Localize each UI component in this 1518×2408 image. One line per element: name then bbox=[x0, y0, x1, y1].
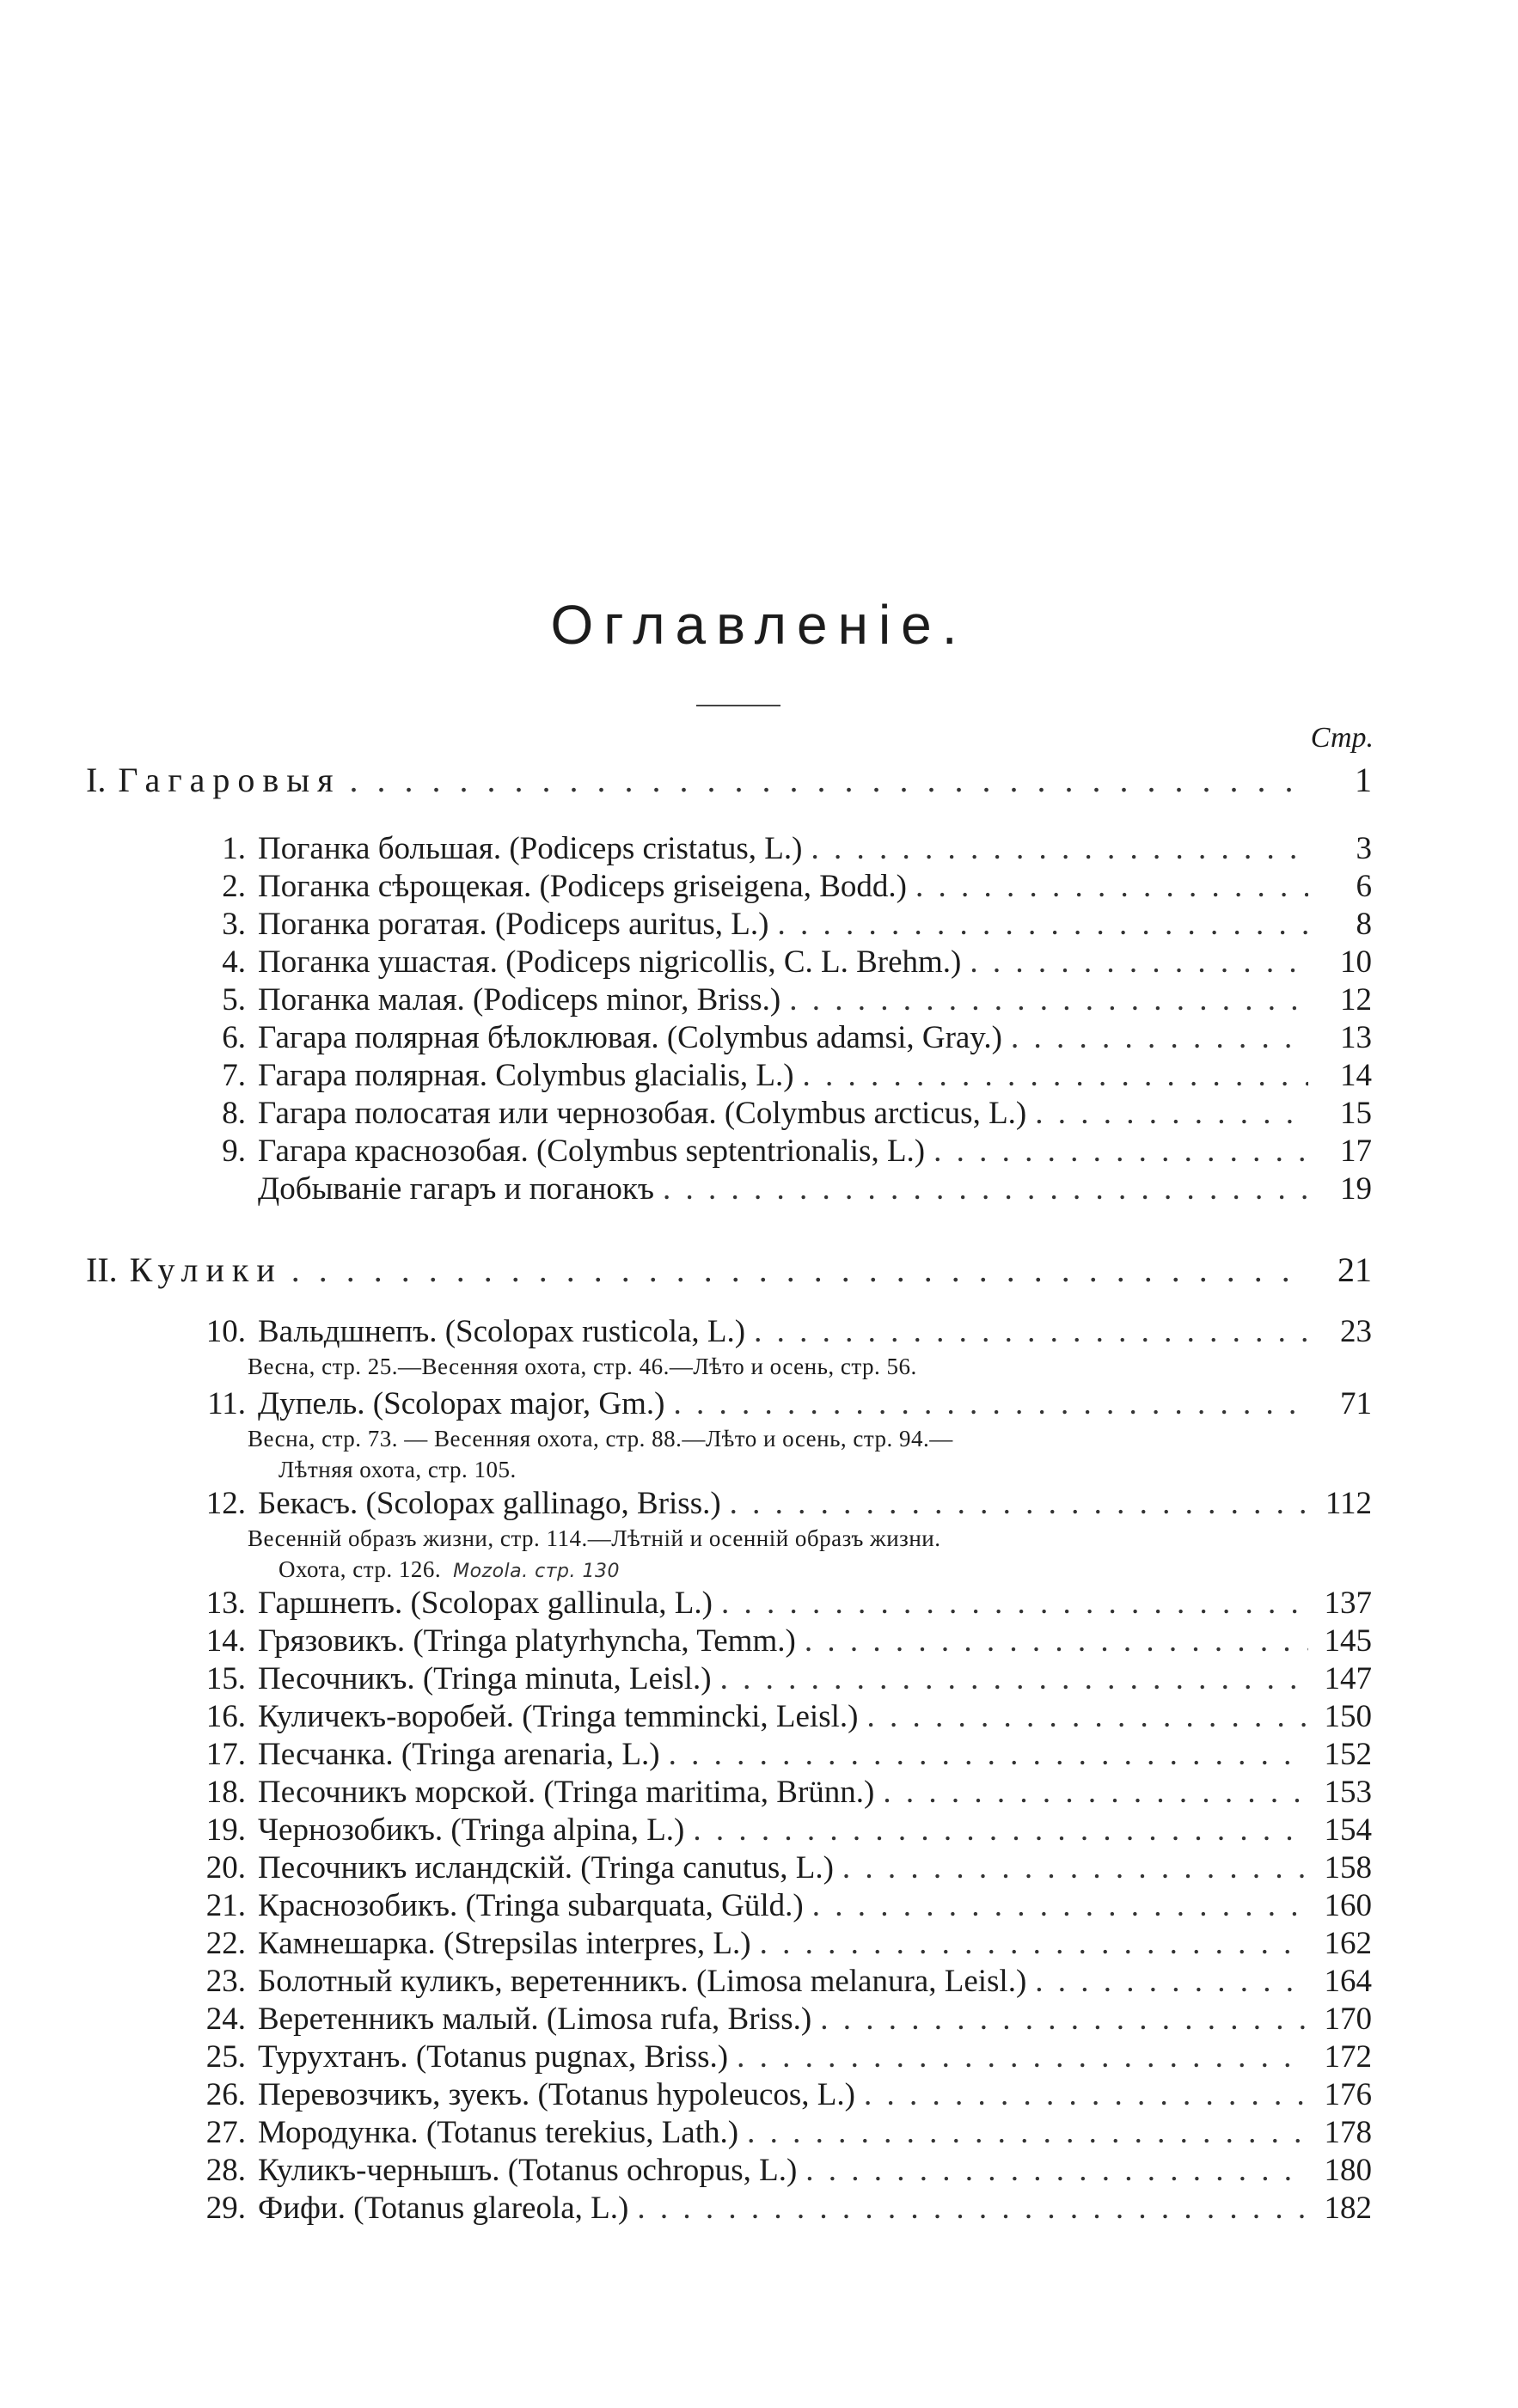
dot-leader bbox=[864, 2076, 1308, 2114]
entry-page: 137 bbox=[1324, 1586, 1372, 1621]
entry-number: 20. bbox=[205, 1850, 246, 1885]
toc-entry bbox=[160, 1660, 1372, 1698]
section-page: 21 bbox=[1337, 1250, 1372, 1289]
entry-text: Гагара полосатая или чернозобая. (Colymbus arcticus, L.) bbox=[258, 1096, 1027, 1131]
entry-number: 15. bbox=[205, 1661, 246, 1696]
entry-number: 5. bbox=[222, 982, 246, 1018]
dot-leader bbox=[805, 2152, 1308, 2190]
dot-leader bbox=[803, 1057, 1308, 1095]
entry-text: Мородунка. (Totanus terekius, Lath.) bbox=[258, 2115, 739, 2150]
entry-text: Куличекъ-воробей. (Tringa temmincki, Leisl.) bbox=[258, 1699, 859, 1734]
entry-page: 182 bbox=[1324, 2191, 1372, 2226]
entry-page: 154 bbox=[1324, 1812, 1372, 1848]
entry-page: 15 bbox=[1340, 1096, 1372, 1131]
entry-text: Турухтанъ. (Totanus pugnax, Briss.) bbox=[258, 2039, 729, 2075]
toc-entry bbox=[160, 1812, 1372, 1849]
dot-leader bbox=[883, 1774, 1308, 1812]
dot-leader bbox=[805, 1623, 1308, 1660]
toc-entry bbox=[160, 2076, 1372, 2114]
dot-leader bbox=[737, 2038, 1308, 2076]
entry-page: 172 bbox=[1324, 2039, 1372, 2075]
subentry-text: Охота, стр. 126. bbox=[279, 1556, 442, 1582]
entry-number: 26. bbox=[205, 2077, 246, 2112]
dot-leader bbox=[663, 1170, 1308, 1208]
dot-leader bbox=[812, 1887, 1308, 1925]
toc-entry bbox=[160, 1385, 1372, 1423]
dot-leader bbox=[669, 1736, 1308, 1774]
entry-number: 14. bbox=[205, 1623, 246, 1659]
entry-number: 2. bbox=[222, 869, 246, 904]
entry-number: 11. bbox=[207, 1386, 246, 1421]
entry-page: 10 bbox=[1340, 944, 1372, 980]
entry-number: 3. bbox=[222, 907, 246, 942]
section-number: II. bbox=[86, 1250, 118, 1289]
entry-text: Гагара полярная. Colymbus glacialis, L.) bbox=[258, 1058, 794, 1093]
entry-number: 8. bbox=[222, 1096, 246, 1131]
entry-page: 17 bbox=[1340, 1134, 1372, 1169]
entry-number: 23. bbox=[205, 1964, 246, 1999]
dot-leader bbox=[720, 1660, 1308, 1698]
toc-entry bbox=[160, 1019, 1372, 1057]
toc-subentry: Весеннiй образъ жизни, стр. 114.—Лѣтнiй и осеннiй образъ жизни. bbox=[248, 1525, 941, 1551]
entry-page: 8 bbox=[1356, 907, 1372, 942]
dot-leader bbox=[291, 1250, 1308, 1291]
entry-text: Краснозобикъ. (Tringa subarquata, Güld.) bbox=[258, 1888, 804, 1923]
dot-leader bbox=[637, 2190, 1308, 2228]
dot-leader bbox=[1035, 1963, 1308, 2001]
entry-number: 12. bbox=[205, 1486, 246, 1521]
toc-subentry bbox=[279, 1554, 1372, 1587]
toc-entry bbox=[160, 1925, 1372, 1963]
toc-entry bbox=[160, 2190, 1372, 2228]
entry-page: 145 bbox=[1324, 1623, 1372, 1659]
entry-number: 19. bbox=[205, 1812, 246, 1848]
toc-entry bbox=[160, 1849, 1372, 1887]
entry-number: 22. bbox=[205, 1926, 246, 1961]
entry-page: 13 bbox=[1340, 1020, 1372, 1055]
entry-text: Поганка большая. (Podiceps cristatus, L.) bbox=[258, 831, 803, 866]
section-title: Кулики bbox=[129, 1250, 283, 1289]
section-title: Гагаровыя bbox=[118, 761, 341, 799]
entry-number: 24. bbox=[205, 2002, 246, 2037]
entry-text: Бекасъ. (Scolopax gallinago, Briss.) bbox=[258, 1486, 721, 1521]
entry-number: 13. bbox=[205, 1586, 246, 1621]
entry-text: Гаршнепъ. (Scolopax gallinula, L.) bbox=[258, 1586, 713, 1621]
dot-leader bbox=[747, 2114, 1308, 2152]
entry-number: 10. bbox=[205, 1314, 246, 1349]
toc-entry bbox=[160, 1485, 1372, 1523]
entry-number: 16. bbox=[205, 1699, 246, 1734]
entry-page: 176 bbox=[1324, 2077, 1372, 2112]
section-page: 1 bbox=[1355, 761, 1372, 799]
toc-entry bbox=[160, 2038, 1372, 2076]
entry-text: Чернозобикъ. (Tringa alpina, L.) bbox=[258, 1812, 685, 1848]
toc-subentry: Весна, стр. 25.—Весенняя охота, стр. 46.—Лѣто и осень, стр. 56. bbox=[248, 1354, 917, 1379]
section-heading bbox=[86, 760, 1372, 801]
entry-text: Поганка рогатая. (Podiceps auritus, L.) bbox=[258, 907, 769, 942]
entry-number: 6. bbox=[222, 1020, 246, 1055]
toc-entry bbox=[160, 1057, 1372, 1095]
entry-text: Песочникъ морской. (Tringa maritima, Brünn.) bbox=[258, 1775, 875, 1810]
dot-leader bbox=[1011, 1019, 1308, 1057]
entry-text: Фифи. (Totanus glareola, L.) bbox=[258, 2191, 629, 2226]
entry-page: 153 bbox=[1324, 1775, 1372, 1810]
entry-text: Перевозчикъ, зуекъ. (Totanus hypoleucos, L.) bbox=[258, 2077, 855, 2112]
entry-text: Веретенникъ малый. (Limosa rufa, Briss.) bbox=[258, 2002, 812, 2037]
toc-entry bbox=[160, 1585, 1372, 1623]
entry-number: 27. bbox=[205, 2115, 246, 2150]
toc-entry bbox=[160, 981, 1372, 1019]
dot-leader bbox=[673, 1385, 1308, 1423]
entry-number: 7. bbox=[222, 1058, 246, 1093]
entry-page: 150 bbox=[1324, 1699, 1372, 1734]
entry-page: 19 bbox=[1340, 1171, 1372, 1207]
toc-entry bbox=[160, 1133, 1372, 1170]
title-divider bbox=[696, 705, 780, 706]
entry-page: 158 bbox=[1324, 1850, 1372, 1885]
entry-page: 152 bbox=[1324, 1737, 1372, 1772]
page-title: Оглавленiе. bbox=[550, 594, 968, 656]
handwritten-annotation: Mozola. стр. 130 bbox=[453, 1561, 620, 1582]
toc-entry bbox=[160, 1170, 1372, 1208]
dot-leader bbox=[754, 1313, 1308, 1351]
entry-text: Камнешарка. (Strepsilas interpres, L.) bbox=[258, 1926, 751, 1961]
entry-number: 9. bbox=[222, 1134, 246, 1169]
entry-page: 147 bbox=[1324, 1661, 1372, 1696]
entry-page: 14 bbox=[1340, 1058, 1372, 1093]
entry-number: 1. bbox=[222, 831, 246, 866]
toc-entry bbox=[160, 1095, 1372, 1133]
toc-entry bbox=[160, 2114, 1372, 2152]
toc-entry bbox=[160, 1963, 1372, 2001]
entry-page: 112 bbox=[1325, 1486, 1372, 1521]
dot-leader bbox=[350, 760, 1308, 801]
toc-subentry: Лѣтняя охота, стр. 105. bbox=[279, 1457, 517, 1482]
entry-text: Грязовикъ. (Tringa platyrhyncha, Temm.) bbox=[258, 1623, 796, 1659]
entry-text: Гагара полярная бѣлоклювая. (Colymbus adamsi, Gray.) bbox=[258, 1020, 1002, 1055]
dot-leader bbox=[866, 1698, 1308, 1736]
page-column-label: Стр. bbox=[1310, 722, 1374, 754]
dot-leader bbox=[970, 944, 1308, 981]
toc-entry bbox=[160, 2001, 1372, 2038]
entry-text: Вальдшнепъ. (Scolopax rusticola, L.) bbox=[258, 1314, 746, 1349]
entry-text: Поганка сѣрощекая. (Podiceps griseigena, Bodd.) bbox=[258, 869, 907, 904]
entry-number: 18. bbox=[205, 1775, 246, 1810]
entry-number: 25. bbox=[205, 2039, 246, 2075]
toc-entry bbox=[160, 1698, 1372, 1736]
toc-entry bbox=[160, 1623, 1372, 1660]
entry-page: 12 bbox=[1340, 982, 1372, 1018]
toc-subentry: Весна, стр. 73. — Весенняя охота, стр. 88.—Лѣто и осень, стр. 94.— bbox=[248, 1426, 953, 1452]
entry-page: 71 bbox=[1340, 1386, 1372, 1421]
entry-page: 160 bbox=[1324, 1888, 1372, 1923]
entry-text: Гагара краснозобая. (Colymbus septentrionalis, L.) bbox=[258, 1134, 926, 1169]
entry-number: 17. bbox=[205, 1737, 246, 1772]
entry-number: 28. bbox=[205, 2153, 246, 2188]
dot-leader bbox=[777, 906, 1308, 944]
toc-entry bbox=[160, 868, 1372, 906]
entry-text: Песочникъ. (Tringa minuta, Leisl.) bbox=[258, 1661, 712, 1696]
toc-entry bbox=[160, 830, 1372, 868]
section-number: I. bbox=[86, 761, 107, 799]
entry-text: Поганка малая. (Podiceps minor, Briss.) bbox=[258, 982, 781, 1018]
toc-entry bbox=[160, 906, 1372, 944]
entry-text: Куликъ-чернышъ. (Totanus ochropus, L.) bbox=[258, 2153, 798, 2188]
toc-entry bbox=[160, 1313, 1372, 1351]
toc-entry bbox=[160, 1887, 1372, 1925]
toc-entry bbox=[160, 1774, 1372, 1812]
entry-page: 162 bbox=[1324, 1926, 1372, 1961]
entry-page: 180 bbox=[1324, 2153, 1372, 2188]
dot-leader bbox=[760, 1925, 1308, 1963]
dot-leader bbox=[730, 1485, 1308, 1523]
dot-leader bbox=[1035, 1095, 1308, 1133]
dot-leader bbox=[693, 1812, 1308, 1849]
entry-text: Поганка ушастая. (Podiceps nigricollis, C. L. Brehm.) bbox=[258, 944, 962, 980]
toc-entry bbox=[160, 1736, 1372, 1774]
entry-page: 3 bbox=[1356, 831, 1372, 866]
entry-text: Дупель. (Scolopax major, Gm.) bbox=[258, 1386, 665, 1421]
entry-page: 178 bbox=[1324, 2115, 1372, 2150]
dot-leader bbox=[915, 868, 1308, 906]
toc-entry bbox=[160, 944, 1372, 981]
dot-leader bbox=[820, 2001, 1308, 2038]
section-heading bbox=[86, 1250, 1372, 1291]
entry-number: 4. bbox=[222, 944, 246, 980]
entry-page: 170 bbox=[1324, 2002, 1372, 2037]
entry-number: 29. bbox=[205, 2191, 246, 2226]
dot-leader bbox=[933, 1133, 1308, 1170]
entry-page: 23 bbox=[1340, 1314, 1372, 1349]
entry-page: 6 bbox=[1356, 869, 1372, 904]
dot-leader bbox=[811, 830, 1308, 868]
dot-leader bbox=[842, 1849, 1308, 1887]
dot-leader bbox=[789, 981, 1308, 1019]
dot-leader bbox=[721, 1585, 1308, 1623]
entry-page: 164 bbox=[1324, 1964, 1372, 1999]
entry-text: Песочникъ исландскiй. (Tringa canutus, L.) bbox=[258, 1850, 834, 1885]
toc-entry bbox=[160, 2152, 1372, 2190]
entry-number: 21. bbox=[205, 1888, 246, 1923]
entry-text: Добыванiе гагаръ и поганокъ bbox=[258, 1171, 655, 1207]
entry-text: Песчанка. (Tringa arenaria, L.) bbox=[258, 1737, 660, 1772]
entry-text: Болотный куликъ, веретенникъ. (Limosa melanura, Leisl.) bbox=[258, 1964, 1027, 1999]
